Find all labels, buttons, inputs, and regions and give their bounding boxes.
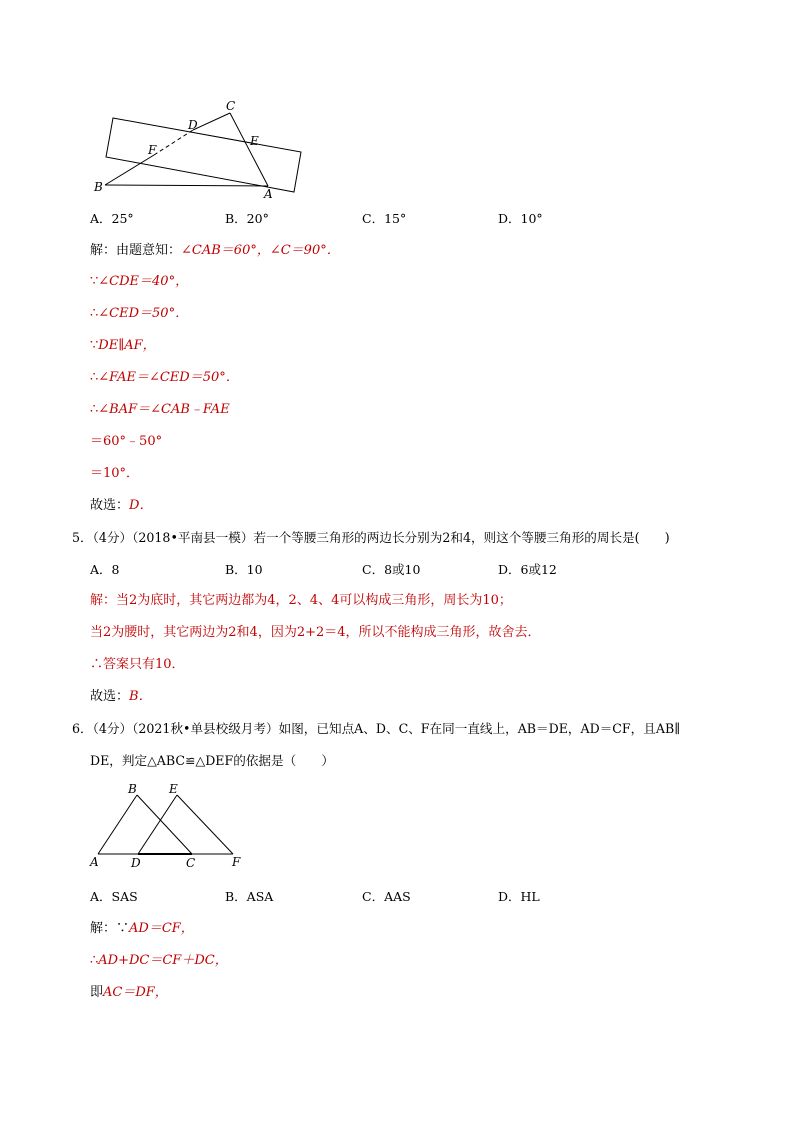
label-E: E xyxy=(250,134,259,148)
label-C: C xyxy=(226,99,236,113)
label-A: A xyxy=(90,855,99,869)
label-B: B xyxy=(128,782,137,796)
label-C: C xyxy=(186,856,196,870)
q4-option-a: A．25° xyxy=(90,211,134,226)
q5-solution-line-4: 故选：B． xyxy=(90,689,152,704)
q6-option-d: D．HL xyxy=(498,889,540,904)
segment-DC xyxy=(193,113,230,130)
label-E: E xyxy=(169,782,178,796)
q4-solution-line-2: ∵∠CDE＝40°， xyxy=(90,274,189,289)
segment-BC xyxy=(137,795,192,854)
strip-rectangle xyxy=(106,118,301,192)
q6-option-a: A．SAS xyxy=(90,889,138,904)
segment-BF xyxy=(105,155,154,185)
q6-option-c: C．AAS xyxy=(362,889,411,904)
label-A: A xyxy=(264,187,273,201)
label-D: D xyxy=(188,118,198,132)
segment-FD-dashed xyxy=(154,130,193,155)
q5-solution-line-2: 当2为腰时，其它两边为2和4，因为2+2＝4，所以不能构成三角形，故舍去． xyxy=(90,625,541,640)
q4-option-b: B．20° xyxy=(225,211,269,226)
q4-option-d: D．10° xyxy=(498,211,543,226)
q4-solution-line-8: ＝10°． xyxy=(90,466,140,481)
q6-solution-line-3: 即AC＝DF， xyxy=(90,985,168,1000)
q4-solution-line-4: ∵DE∥AF， xyxy=(90,338,156,353)
q4-solution-line-5: ∴∠FAE＝∠CED＝50°． xyxy=(90,370,239,385)
figure-strip-triangle xyxy=(88,96,308,204)
q5-solution-line-1: 解：当2为底时，其它两边都为4，2、4、4可以构成三角形，周长为10； xyxy=(90,593,512,608)
figure-two-triangles xyxy=(88,780,258,872)
q4-solution-line-6: ∴∠BAF＝∠CAB﹣FAE xyxy=(90,402,230,417)
q4-solution-line-9: 故选：D． xyxy=(90,498,153,513)
segment-DE xyxy=(138,795,177,854)
q5-option-a: A．8 xyxy=(90,562,120,577)
q6-solution-line-2: ∴AD+DC＝CF＋DC， xyxy=(90,953,228,968)
q5-solution-line-3: ∴答案只有10． xyxy=(90,657,185,672)
q4-option-c: C．15° xyxy=(362,211,407,226)
q6-stem-line-1: 6．（4分）（2021秋•单县校级月考）如图，已知点A、D、C、F在同一直线上，AB＝DE，AD＝CF，且AB∥ xyxy=(72,721,681,736)
segment-AB xyxy=(98,795,137,854)
q4-solution-line-7: ＝60°﹣50° xyxy=(90,434,163,449)
label-B: B xyxy=(94,180,103,194)
q4-solution-line-1: 解：由题意知：∠CAB＝60°，∠C＝90°． xyxy=(90,243,340,258)
label-D: D xyxy=(131,856,141,870)
segment-BA xyxy=(105,185,268,186)
q5-option-d: D．6或12 xyxy=(498,562,557,577)
q6-solution-line-1: 解：∵AD＝CF， xyxy=(90,921,194,936)
q6-stem-line-2: DE，判定△ABC≌△DEF的依据是（ ） xyxy=(90,753,334,768)
q4-solution-line-3: ∴∠CED＝50°． xyxy=(90,306,189,321)
segment-EF xyxy=(177,795,233,854)
segment-CA xyxy=(230,113,268,186)
q6-option-b: B．ASA xyxy=(225,889,274,904)
q5-option-c: C．8或10 xyxy=(362,562,421,577)
label-F: F xyxy=(232,855,241,869)
q5-stem: 5．（4分）（2018•平南县一模）若一个等腰三角形的两边长分别为2和4，则这个等腰三角形的周长是( ) xyxy=(72,530,670,545)
label-F: F xyxy=(148,143,157,157)
q5-option-b: B．10 xyxy=(225,562,263,577)
